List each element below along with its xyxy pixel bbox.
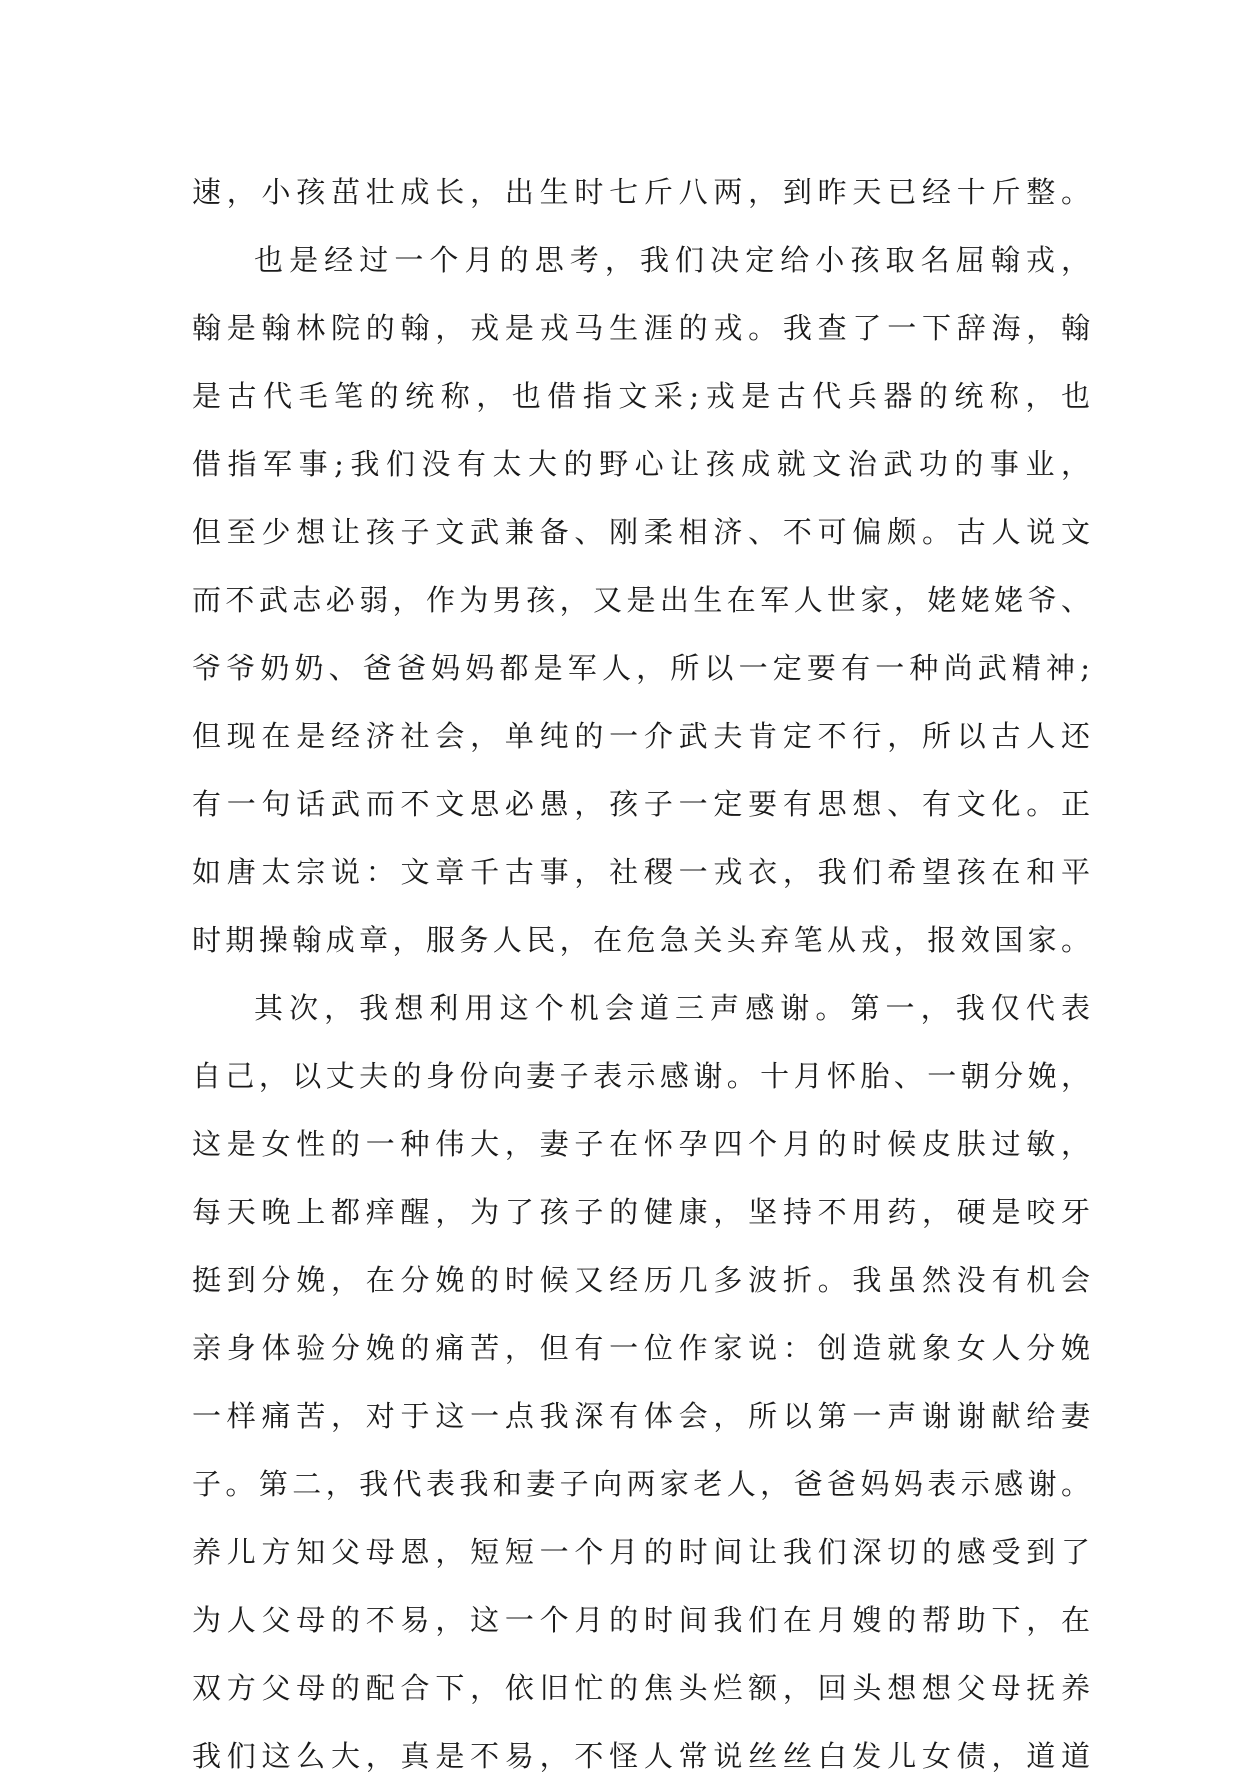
- text-line: 如唐太宗说：文章千古事，社稷一戎衣，我们希望孩在和平: [192, 855, 1090, 889]
- text-line: 速，小孩茁壮成长，出生时七斤八两，到昨天已经十斤整。: [192, 175, 1090, 209]
- text-line: 我们这么大，真是不易，不怪人常说丝丝白发儿女债，道道: [192, 1739, 1090, 1773]
- text-line: 双方父母的配合下，依旧忙的焦头烂额，回头想想父母抚养: [192, 1671, 1090, 1705]
- body-text: [192, 158, 1092, 1790]
- text-line: 有一句话武而不文思必愚，孩子一定要有思想、有文化。正: [192, 787, 1090, 821]
- text-line: 借指军事;我们没有太大的野心让孩成就文治武功的事业，: [192, 447, 1090, 481]
- text-line: 挺到分娩，在分娩的时候又经历几多波折。我虽然没有机会: [192, 1263, 1090, 1297]
- text-line: 但现在是经济社会，单纯的一介武夫肯定不行，所以古人还: [192, 719, 1090, 753]
- text-line: 是古代毛笔的统称，也借指文采;戎是古代兵器的统称，也: [192, 379, 1090, 413]
- text-line: 时期操翰成章，服务人民，在危急关头弃笔从戎，报效国家。: [192, 923, 1090, 957]
- text-line: 养儿方知父母恩，短短一个月的时间让我们深切的感受到了: [192, 1535, 1090, 1569]
- text-line: 子。第二，我代表我和妻子向两家老人，爸爸妈妈表示感谢。: [192, 1467, 1090, 1501]
- text-line: 每天晚上都痒醒，为了孩子的健康，坚持不用药，硬是咬牙: [192, 1195, 1090, 1229]
- text-line: 但至少想让孩子文武兼备、刚柔相济、不可偏颇。古人说文: [192, 515, 1090, 549]
- text-line: 一样痛苦，对于这一点我深有体会，所以第一声谢谢献给妻: [192, 1399, 1090, 1433]
- text-line: 爷爷奶奶、爸爸妈妈都是军人，所以一定要有一种尚武精神;: [192, 651, 1090, 685]
- text-line: 而不武志必弱，作为男孩，又是出生在军人世家，姥姥姥爷、: [192, 583, 1090, 617]
- text-line: 亲身体验分娩的痛苦，但有一位作家说：创造就象女人分娩: [192, 1331, 1090, 1365]
- text-line: 其次，我想利用这个机会道三声感谢。第一，我仅代表: [254, 991, 1090, 1025]
- text-line: 翰是翰林院的翰，戎是戎马生涯的戎。我查了一下辞海，翰: [192, 311, 1090, 345]
- text-line: 这是女性的一种伟大，妻子在怀孕四个月的时候皮肤过敏，: [192, 1127, 1090, 1161]
- text-line: 自己，以丈夫的身份向妻子表示感谢。十月怀胎、一朝分娩，: [192, 1059, 1090, 1093]
- text-line: 为人父母的不易，这一个月的时间我们在月嫂的帮助下，在: [192, 1603, 1090, 1637]
- text-line: 也是经过一个月的思考，我们决定给小孩取名屈翰戎，: [254, 243, 1090, 277]
